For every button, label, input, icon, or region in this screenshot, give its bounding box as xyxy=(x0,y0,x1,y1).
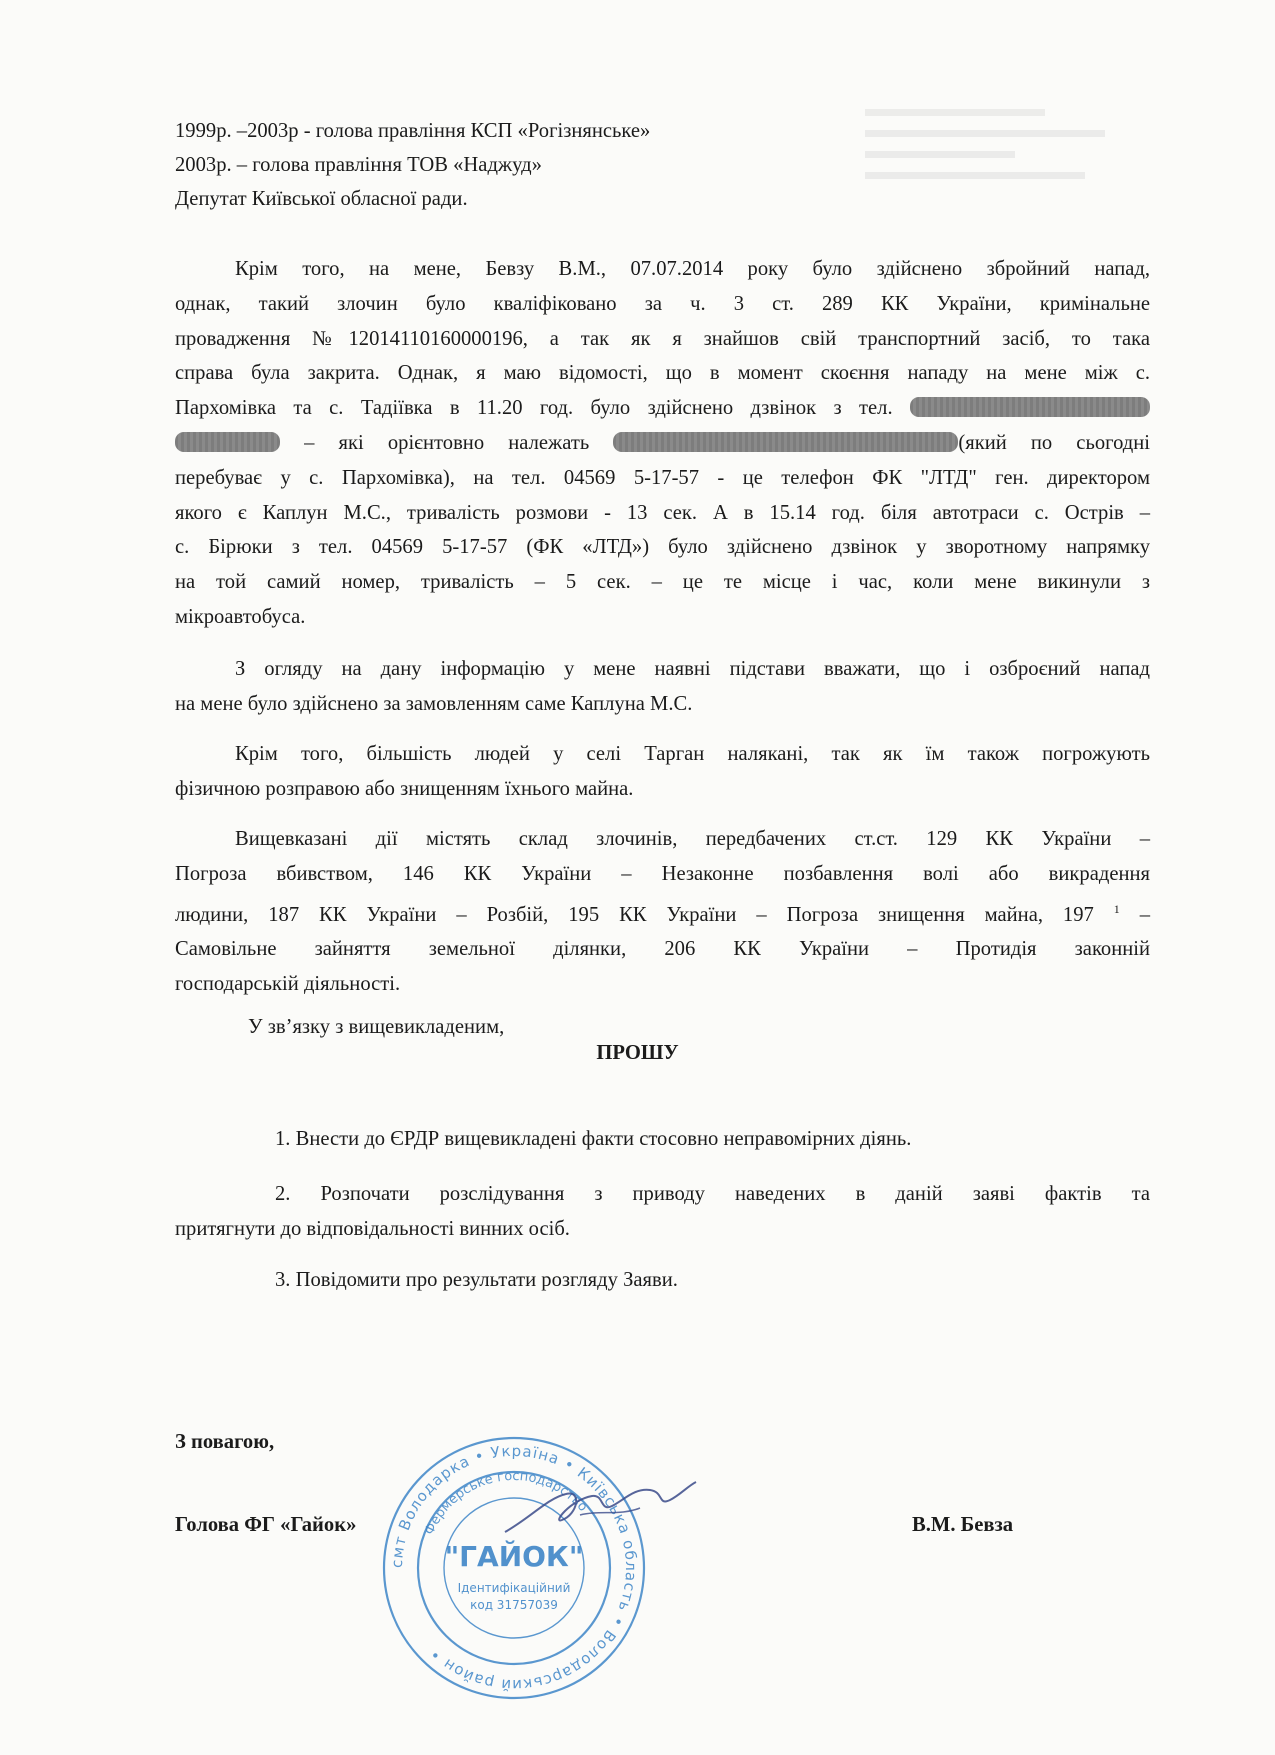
para1-line-text: (який по сьогодні xyxy=(958,431,1150,454)
stamp-center-name: "ГАЙОК" xyxy=(444,1540,584,1573)
article-superscript: 1 xyxy=(1113,901,1120,916)
para1-line: якого є Каплун М.С., тривалість розмови - 13 сек. А в 15.14 год. біля автотраси с. Острів – xyxy=(175,501,1150,524)
para1-line xyxy=(175,426,1150,461)
para1-line xyxy=(175,391,1150,426)
request-item-2-line: притягнути до відповідальності винних осіб. xyxy=(175,1217,570,1240)
closing-regards: З повагою, xyxy=(175,1431,275,1453)
redaction-mark xyxy=(175,432,280,452)
request-item-2 xyxy=(175,1177,1150,1247)
paragraph-conclusion xyxy=(175,652,1150,722)
paragraph-assault xyxy=(175,252,1150,635)
para2-line: З огляду на дану інформацію у мене наявні підстави вважати, що і озброєний напад xyxy=(235,658,1150,680)
para4-line: Погроза вбивством, 146 КК України – Незаконне позбавлення волі або викрадення xyxy=(175,862,1150,885)
redaction-mark xyxy=(910,397,1150,417)
para4-line: Самовільне зайняття земельної ділянки, 206 КК України – Протидія законній xyxy=(175,938,1150,961)
paragraph-crimes xyxy=(175,822,1150,1002)
para1-line: на той самий номер, тривалість – 5 сек. – це те місце і час, коли мене викинули з xyxy=(175,571,1150,594)
para4-line-text: людини, 187 КК України – Розбій, 195 КК України – Погроза знищення майна, 197 xyxy=(175,903,1094,926)
bio-line-3: Депутат Київської обласної ради. xyxy=(175,188,468,210)
para4-line: господарській діяльності. xyxy=(175,973,401,996)
para1-line-text: Пархомівка та с. Тадіївка в 11.20 год. було здійснено дзвінок з тел. xyxy=(175,397,893,420)
para4-line: Вищевказані дії містять склад злочинів, передбачених ст.ст. 129 КК України – xyxy=(235,828,1150,850)
para1-line: справа була закрита. Однак, я маю відомості, що в момент скоєння нападу на мене між с. xyxy=(175,362,1150,385)
bio-line-2: 2003р. – голова правління ТОВ «Наджуд» xyxy=(175,154,542,176)
para4-line xyxy=(175,892,1150,933)
redaction-mark xyxy=(613,432,958,452)
bio-line-1: 1999р. –2003р - голова правління КСП «Рогізнянське» xyxy=(175,120,651,142)
paragraph-threats xyxy=(175,737,1150,807)
stamp-outer-text: смт Володарка • Україна • Київська область • Володарський район • xyxy=(387,1441,641,1695)
para1-line: перебуває у с. Пархомівка), на тел. 04569 5-17-57 - це телефон ФК "ЛТД" ген. директором xyxy=(175,466,1150,489)
request-title: ПРОШУ xyxy=(596,1042,679,1064)
request-intro: У зв’язку з вищевикладеним, xyxy=(248,1016,505,1038)
stamp-inner-text: Фермерське господарство xyxy=(422,1468,591,1538)
para3-line: Крім того, більшість людей у селі Тарган налякані, так як їм також погрожують xyxy=(235,743,1150,765)
para4-line-text: – xyxy=(1139,903,1150,926)
para1-line: Крім того, на мене, Бевзу В.М., 07.07.2014 року було здійснено збройний напад, xyxy=(235,258,1150,280)
request-item-1: 1. Внести до ЄРДР вищевикладені факти стосовно неправомірних діянь. xyxy=(275,1128,912,1150)
para3-line: фізичною розправою або знищенням їхнього майна. xyxy=(175,777,634,800)
bleed-through-shadow xyxy=(865,95,1125,245)
stamp-id-code: код 31757039 xyxy=(470,1598,558,1612)
para1-line: однак, такий злочин було кваліфіковано за ч. 3 ст. 289 КК України, кримінальне xyxy=(175,292,1150,315)
request-item-3: 3. Повідомити про результати розгляду Заяви. xyxy=(275,1269,678,1291)
para1-line-text: – які орієнтовно належать xyxy=(304,431,590,454)
handwritten-signature xyxy=(500,1470,700,1550)
para1-line: мікроавтобуса. xyxy=(175,605,306,628)
para1-line: провадження №12014110160000196, а так як я знайшов свій транспортний засіб, то така xyxy=(175,327,1150,350)
signer-name: В.М. Бевза xyxy=(912,1514,1014,1536)
stamp-id-label: Ідентифікаційний xyxy=(457,1581,571,1595)
request-item-2-line: 2. Розпочати розслідування з приводу наведених в даній заяві фактів та xyxy=(275,1183,1150,1205)
para1-line: с. Бірюки з тел. 04569 5-17-57 (ФК «ЛТД») було здійснено дзвінок у зворотному напрямку xyxy=(175,536,1150,559)
para2-line: на мене було здійснено за замовленням саме Каплуна М.С. xyxy=(175,692,693,715)
signer-position: Голова ФГ «Гайок» xyxy=(175,1514,357,1536)
